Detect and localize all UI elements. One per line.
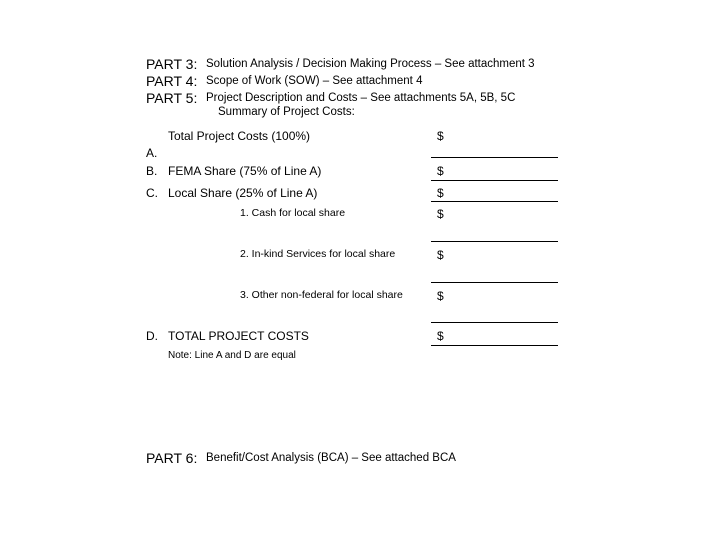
line-c2-dollar: $: [437, 248, 444, 262]
part-6-label: PART 6:: [146, 450, 198, 466]
line-b-letter: B.: [146, 164, 158, 178]
part-3-label: PART 3:: [146, 56, 198, 72]
line-c1-dollar: $: [437, 207, 444, 221]
part-3-text: Solution Analysis / Decision Making Process – See attachment 3: [206, 58, 535, 70]
line-b-amount-field[interactable]: [431, 180, 558, 181]
line-c-dollar: $: [437, 186, 444, 200]
line-c1-label: 1. Cash for local share: [240, 207, 346, 219]
line-c-amount-field[interactable]: [431, 201, 558, 202]
part-5-text: Project Description and Costs – See attachments 5A, 5B, 5C: [206, 92, 516, 104]
line-c3-amount-field[interactable]: [431, 322, 558, 323]
line-c3-dollar: $: [437, 289, 444, 303]
line-b-label: FEMA Share (75% of Line A): [168, 164, 322, 178]
line-b-dollar: $: [437, 164, 444, 178]
line-c-letter: C.: [146, 186, 158, 200]
part-4-label: PART 4:: [146, 73, 198, 89]
line-d-amount-field[interactable]: [431, 345, 558, 346]
summary-heading: Summary of Project Costs:: [218, 106, 355, 118]
note-text: Note: Line A and D are equal: [168, 350, 296, 361]
line-c2-amount-field[interactable]: [431, 282, 558, 283]
line-c1-amount-field[interactable]: [431, 241, 558, 242]
line-c2-label: 2. In-kind Services for local share: [240, 248, 396, 260]
part-6-text: Benefit/Cost Analysis (BCA) – See attached BCA: [206, 452, 456, 464]
line-d-letter: D.: [146, 329, 158, 343]
line-c3-label: 3. Other non-federal for local share: [240, 289, 403, 301]
line-c-label: Local Share (25% of Line A): [168, 186, 318, 200]
line-a-amount-field[interactable]: [431, 157, 558, 158]
line-a-letter: A.: [146, 146, 158, 160]
line-d-dollar: $: [437, 329, 444, 343]
line-a-label: Total Project Costs (100%): [168, 129, 311, 143]
line-d-label: TOTAL PROJECT COSTS: [168, 329, 309, 343]
line-a-dollar: $: [437, 129, 444, 143]
part-5-label: PART 5:: [146, 90, 198, 106]
part-4-text: Scope of Work (SOW) – See attachment 4: [206, 75, 423, 87]
